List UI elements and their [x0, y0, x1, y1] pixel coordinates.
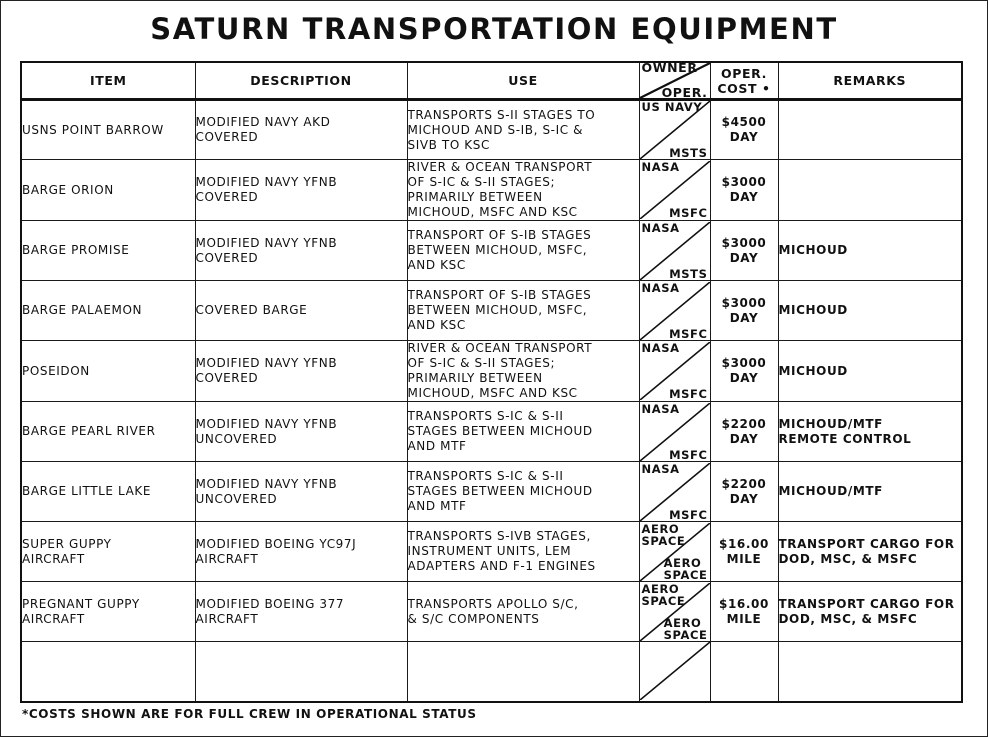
table-cell-description — [195, 642, 407, 702]
table-cell-description-line: MODIFIED NAVY YFNB — [195, 476, 338, 491]
table-cell-use-line: TRANSPORTS S-IC & S-II — [407, 409, 564, 423]
table-cell-description-line: MODIFIED NAVY AKD — [195, 115, 331, 129]
table-cell-remarks-line: MICHOUD/MTF — [778, 416, 883, 431]
table-cell-item-line: BARGE PROMISE — [22, 243, 130, 257]
table-cell-description — [195, 221, 407, 281]
table-cell-use-line: RIVER & OCEAN TRANSPORT — [407, 160, 593, 174]
table-cell-remarks-line: TRANSPORT CARGO FOR — [778, 596, 955, 611]
table-row — [21, 522, 962, 582]
header-owner-operator — [639, 62, 710, 100]
table-cell-use-line: STAGES BETWEEN MICHOUD — [407, 484, 593, 498]
table-row — [21, 462, 962, 522]
table-cell-description — [195, 522, 407, 582]
table-row — [21, 341, 962, 402]
table-cell-description-line: UNCOVERED — [195, 431, 278, 446]
table-cell-item-line: USNS POINT BARROW — [22, 122, 164, 137]
owner-label: NASA — [641, 281, 680, 295]
table-cell-item — [21, 462, 195, 522]
table-cell-description — [195, 402, 407, 462]
table-cell-cost — [710, 281, 778, 341]
table-cell-description — [195, 160, 407, 221]
table-cell-item — [21, 160, 195, 221]
table-row — [21, 221, 962, 281]
table-cell-use — [407, 341, 639, 402]
table-cell-use — [407, 160, 639, 221]
table-cell-remarks — [778, 522, 962, 582]
footnote: *COSTS SHOWN ARE FOR FULL CREW IN OPERATIONAL STATUS — [22, 707, 477, 721]
table-cell-cost-line: $3000 — [721, 175, 767, 189]
table-cell-owner-operator — [639, 281, 710, 341]
equipment-table — [20, 61, 963, 703]
table-cell-use-line: BETWEEN MICHOUD, MSFC, — [407, 303, 588, 317]
table-cell-item-line: SUPER GUPPY — [22, 536, 112, 551]
table-cell-cost-line: MILE — [726, 611, 762, 626]
table-cell-cost — [710, 160, 778, 221]
table-cell-use-line: MICHOUD AND S-IB, S-IC & — [407, 122, 584, 137]
table-cell-use-line: PRIMARILY BETWEEN — [407, 371, 543, 385]
table-cell-description-line: MODIFIED NAVY YFNB — [195, 416, 338, 431]
table-cell-description-line: COVERED — [195, 250, 259, 265]
table-cell-cost — [710, 462, 778, 522]
operator-label: MSFC — [669, 326, 708, 340]
header-cost: OPER. COST • — [710, 62, 778, 100]
table-cell-use-line: TRANSPORTS S-IC & S-II — [407, 469, 564, 483]
table-cell-remarks — [778, 221, 962, 281]
table-cell-use-line: SIVB TO KSC — [407, 137, 490, 152]
table-cell-cost — [710, 402, 778, 462]
table-cell-description-line: AIRCRAFT — [195, 551, 259, 566]
operator-label: MSFC — [669, 206, 708, 219]
header-use: USE — [407, 62, 639, 100]
table-cell-owner-operator — [639, 462, 710, 522]
table-cell-description-line: MODIFIED NAVY YFNB — [195, 235, 338, 250]
table-cell-cost-line: DAY — [729, 431, 759, 446]
table-cell-remarks-line: MICHOUD — [778, 363, 848, 378]
table-cell-use-line: BETWEEN MICHOUD, MSFC, — [407, 243, 588, 257]
table-cell-item-line: BARGE LITTLE LAKE — [22, 484, 152, 498]
table-cell-cost — [710, 100, 778, 160]
table-cell-item — [21, 642, 195, 702]
table-cell-item-line: BARGE PALAEMON — [22, 303, 143, 317]
table-cell-cost — [710, 642, 778, 702]
table-cell-item — [21, 402, 195, 462]
table-cell-use-line: OF S-IC & S-II STAGES; — [407, 356, 556, 370]
table-cell-remarks — [778, 100, 962, 160]
table-cell-owner-operator — [639, 160, 710, 221]
table-cell-cost-line: MILE — [726, 551, 762, 566]
table-cell-use-line: AND KSC — [407, 258, 466, 272]
table-cell-remarks-line: DOD, MSC, & MSFC — [778, 611, 918, 626]
table-cell-use — [407, 221, 639, 281]
table-cell-owner-operator — [639, 341, 710, 402]
table-cell-use-line: ADAPTERS AND F-1 ENGINES — [407, 559, 596, 573]
table-cell-use-line: TRANSPORT OF S-IB STAGES — [407, 288, 592, 302]
table-cell-cost-line: $3000 — [721, 356, 767, 370]
table-cell-use-line: PRIMARILY BETWEEN — [407, 190, 543, 204]
table-cell-remarks — [778, 281, 962, 341]
table-row — [21, 402, 962, 462]
table-cell-item-line: AIRCRAFT — [22, 551, 85, 566]
owner-label: NASA — [641, 402, 680, 416]
table-cell-use — [407, 402, 639, 462]
table-cell-description-line: MODIFIED NAVY YFNB — [195, 356, 338, 370]
table-cell-use-line: AND MTF — [407, 439, 467, 453]
table-cell-remarks — [778, 642, 962, 702]
owner-label: NASA — [641, 221, 680, 235]
table-cell-description-line: COVERED BARGE — [195, 303, 308, 317]
table-cell-remarks — [778, 160, 962, 221]
table-cell-use-line: TRANSPORTS APOLLO S/C, — [407, 596, 579, 611]
table-cell-cost-line: DAY — [729, 190, 759, 204]
table-row — [21, 100, 962, 160]
table-cell-use — [407, 462, 639, 522]
table-header-row — [21, 62, 962, 100]
table-cell-remarks-line: MICHOUD — [778, 303, 848, 317]
table-cell-cost-line: DAY — [729, 250, 759, 265]
table-cell-use-line: TRANSPORTS S-IVB STAGES, — [407, 529, 591, 543]
table-cell-owner-operator — [639, 582, 710, 642]
table-cell-use — [407, 642, 639, 702]
table-cell-use-line: INSTRUMENT UNITS, LEM — [407, 544, 572, 558]
table-body — [21, 100, 962, 702]
table-cell-use-line: TRANSPORTS S-II STAGES TO — [407, 107, 596, 122]
table-cell-cost-line: $4500 — [721, 115, 767, 129]
table-cell-use-line: AND KSC — [407, 318, 466, 332]
owner-label: NASA — [641, 161, 680, 174]
table-cell-owner-operator — [639, 642, 710, 702]
table-cell-remarks-line: TRANSPORT CARGO FOR — [778, 536, 955, 551]
table-cell-item-line: AIRCRAFT — [22, 611, 85, 626]
table-cell-use — [407, 100, 639, 160]
table-cell-description-line: COVERED — [195, 130, 259, 144]
table-cell-description-line: MODIFIED BOEING YC97J — [195, 536, 357, 551]
table-cell-description-line: UNCOVERED — [195, 491, 278, 506]
diagonal-divider-icon — [640, 642, 710, 700]
table-cell-item — [21, 281, 195, 341]
table-cell-item — [21, 221, 195, 281]
table-cell-use-line: MICHOUD, MSFC AND KSC — [407, 205, 578, 219]
table-cell-description-line: AIRCRAFT — [195, 611, 259, 626]
table-cell-remarks-line: MICHOUD/MTF — [778, 484, 883, 498]
table-cell-description — [195, 462, 407, 522]
table-cell-cost-line: DAY — [729, 491, 759, 506]
table-cell-item — [21, 522, 195, 582]
table-cell-item-line: PREGNANT GUPPY — [22, 596, 140, 611]
owner-label: NASA — [641, 462, 680, 476]
table-cell-cost — [710, 522, 778, 582]
table-row — [21, 642, 962, 702]
table-cell-use-line: MICHOUD, MSFC AND KSC — [407, 386, 578, 400]
owner-label: US NAVY — [641, 101, 703, 114]
table-cell-description-line: MODIFIED BOEING 377 — [195, 596, 345, 611]
header-remarks: REMARKS — [778, 62, 962, 100]
operator-label: MSTS — [669, 146, 708, 159]
table-cell-remarks-line: DOD, MSC, & MSFC — [778, 551, 918, 566]
table-cell-cost-line: $3000 — [721, 235, 767, 250]
table-cell-description-line: MODIFIED NAVY YFNB — [195, 175, 338, 189]
operator-label: MSFC — [669, 507, 708, 521]
table-cell-cost-line: DAY — [729, 130, 759, 144]
table-row — [21, 582, 962, 642]
table-cell-use-line: AND MTF — [407, 499, 467, 513]
owner-label: AERO SPACE — [641, 522, 686, 548]
table-cell-cost-line: $16.00 — [719, 536, 769, 551]
table-cell-owner-operator — [639, 221, 710, 281]
table-cell-description — [195, 341, 407, 402]
table-cell-item-line: POSEIDON — [22, 363, 90, 378]
table-cell-use — [407, 582, 639, 642]
table-cell-description — [195, 582, 407, 642]
owner-label: AERO SPACE — [641, 582, 686, 608]
table-cell-cost-line: $16.00 — [719, 596, 769, 611]
table-cell-remarks — [778, 582, 962, 642]
header-operator: OPER. — [661, 85, 708, 100]
owner-label: NASA — [641, 342, 680, 355]
table-cell-item — [21, 100, 195, 160]
table-cell-owner-operator — [639, 402, 710, 462]
table-cell-cost — [710, 582, 778, 642]
table-cell-use — [407, 281, 639, 341]
table-cell-use-line: RIVER & OCEAN TRANSPORT — [407, 341, 593, 355]
page-title: SATURN TRANSPORTATION EQUIPMENT — [150, 12, 838, 46]
table-cell-cost — [710, 341, 778, 402]
table-cell-use-line: & S/C COMPONENTS — [407, 611, 540, 626]
table-cell-remarks-line: REMOTE CONTROL — [778, 431, 912, 446]
operator-label: AERO SPACE — [663, 615, 708, 641]
table-cell-remarks — [778, 341, 962, 402]
table-cell-remarks-line: MICHOUD — [778, 243, 848, 257]
operator-label: MSFC — [669, 387, 708, 400]
operator-label: MSFC — [669, 447, 708, 461]
table-cell-cost-line: $3000 — [721, 295, 767, 310]
table-cell-cost — [710, 221, 778, 281]
table-cell-description-line: COVERED — [195, 371, 259, 385]
table-cell-cost-line: DAY — [729, 310, 759, 325]
table-cell-cost-line: $2200 — [721, 476, 767, 491]
table-cell-use-line: STAGES BETWEEN MICHOUD — [407, 424, 593, 438]
table-cell-item — [21, 341, 195, 402]
operator-label: MSTS — [669, 266, 708, 280]
table-cell-cost-line: $2200 — [721, 416, 767, 431]
table-cell-use — [407, 522, 639, 582]
table-cell-description — [195, 100, 407, 160]
operator-label: AERO SPACE — [663, 555, 708, 581]
table-cell-remarks — [778, 402, 962, 462]
table-cell-owner-operator — [639, 100, 710, 160]
table-row — [21, 281, 962, 341]
table-cell-item-line: BARGE ORION — [22, 182, 114, 197]
table-cell-owner-operator — [639, 522, 710, 582]
header-description: DESCRIPTION — [195, 62, 407, 100]
table-cell-cost-line: DAY — [729, 371, 759, 385]
table-cell-description-line: COVERED — [195, 190, 259, 204]
table-cell-item — [21, 582, 195, 642]
header-item: ITEM — [21, 62, 195, 100]
table-cell-description — [195, 281, 407, 341]
header-owner: OWNER — [641, 60, 698, 75]
table-row — [21, 160, 962, 221]
table-cell-use-line: OF S-IC & S-II STAGES; — [407, 175, 556, 189]
table-cell-item-line: BARGE PEARL RIVER — [22, 424, 156, 438]
table-cell-remarks — [778, 462, 962, 522]
table-cell-use-line: TRANSPORT OF S-IB STAGES — [407, 228, 592, 242]
